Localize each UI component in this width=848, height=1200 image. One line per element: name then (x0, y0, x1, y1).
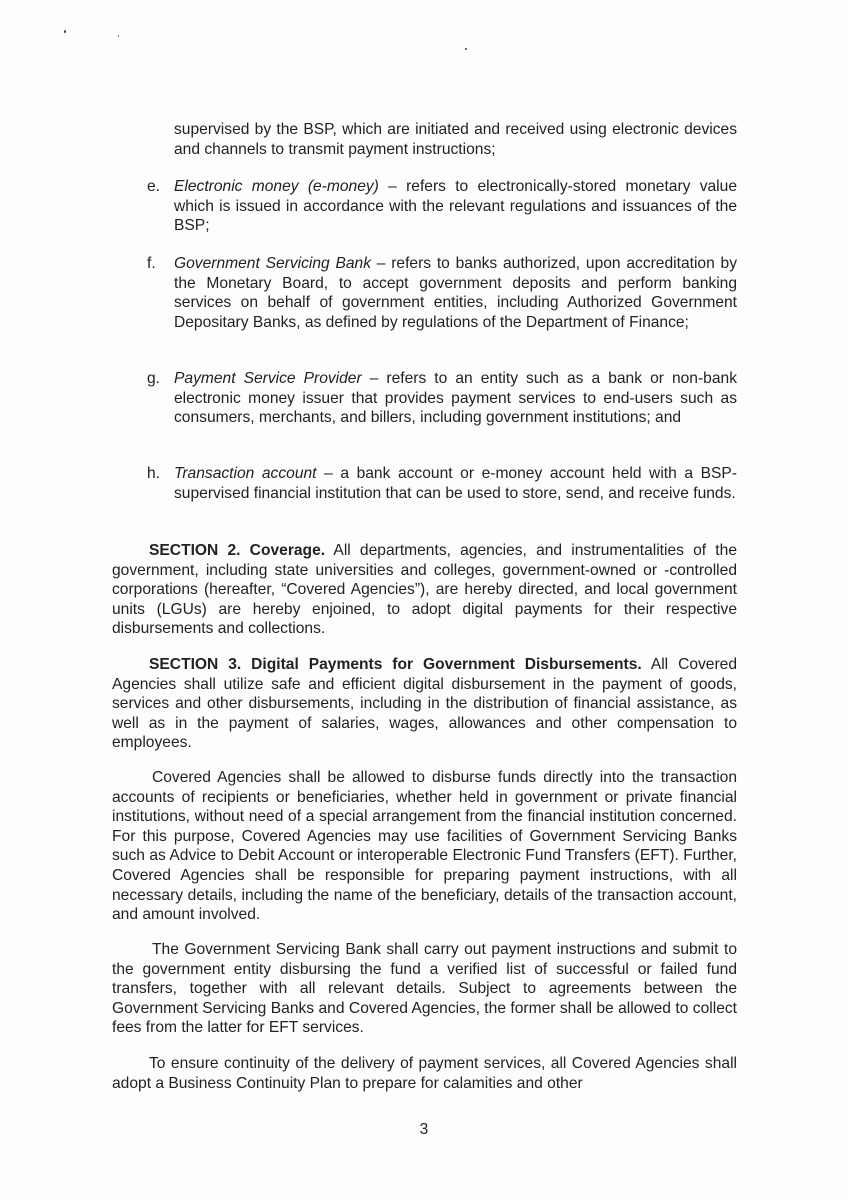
paragraph-text: Covered Agencies shall be allowed to disburse funds directly into the transaction accounts of recipients or beneficiaries, whether held in government or private financial institutions, without need of a special arrangement from the financial institution concerned. For this purpose, Covered Agencies may use facilities of Government Servicing Banks such as Advice to Debit Account or interoperable Electronic Fund Transfers (EFT). Further, Covered Agencies shall be responsible for preparing payment instructions, with all necessary details, including the name of the beneficiary, details of the transaction account, and amount involved. (112, 769, 737, 924)
section-heading: SECTION 2. Coverage. (149, 542, 326, 559)
definition-marker: e. (147, 178, 161, 195)
definition-item-g (147, 369, 737, 428)
section-2-coverage (112, 541, 737, 639)
definition-term: Transaction account (174, 465, 317, 482)
definition-text: – refers to electronically-stored monetary value which is issued in accordance with the relevant regulations and issuances of the BSP; (174, 178, 737, 235)
scan-speck (118, 35, 119, 37)
continuation-text: supervised by the BSP, which are initiated and received using electronic devices and channels to transmit payment instructions; (174, 121, 737, 158)
definition-term: Payment Service Provider (174, 370, 362, 387)
scan-speck (64, 30, 66, 33)
definition-item-h (147, 464, 737, 503)
definition-marker: f. (147, 255, 156, 272)
section-text: All departments, agencies, and instrumentalities of the government, including state universities and colleges, government-owned or -controlled corporations (hereafter, “Covered Agencies”), are hereby directed, and local government units (LGUs) are hereby enjoined, to adopt digital payments for their respective disbursements and collections. (112, 542, 737, 638)
definition-term: Government Servicing Bank (174, 255, 372, 272)
paragraph-text: The Government Servicing Bank shall carry out payment instructions and submit to the government entity disbursing the fund a verified list of successful or failed fund transfers, together with all relevant details. Subject to agreements between the Government Servicing Banks and Covered Agencies, the former shall be allowed to collect fees from the latter for EFT services. (112, 941, 737, 1037)
scan-speck (465, 48, 467, 50)
section-3-digital-payments (112, 655, 737, 753)
page-number: 3 (419, 1121, 429, 1138)
definition-item-e (147, 177, 737, 236)
definition-text: – refers to an entity such as a bank or non-bank electronic money issuer that provides payment services to end-users such as consumers, merchants, and billers, including government institutions; and (174, 370, 737, 427)
section-text: All Covered Agencies shall utilize safe and efficient digital disbursement in the payment of goods, services and other disbursements, including in the distribution of financial assistance, as well as in the payment of salaries, wages, allowances and other compensation to employees. (112, 656, 738, 752)
paragraph-servicing-bank (112, 940, 737, 1038)
paragraph-direct-disbursement (112, 768, 737, 925)
paragraph-business-continuity (112, 1054, 737, 1093)
section-heading: SECTION 3. Digital Payments for Government Disbursements. (149, 656, 642, 673)
definition-marker: g. (147, 370, 161, 387)
paragraph-text: To ensure continuity of the delivery of payment services, all Covered Agencies shall adopt a Business Continuity Plan to prepare for calamities and other (112, 1055, 737, 1092)
definition-marker: h. (147, 465, 161, 482)
definition-continuation (174, 120, 737, 159)
definition-term: Electronic money (e-money) (174, 178, 379, 195)
definition-item-f (147, 254, 737, 332)
definition-text: – refers to banks authorized, upon accreditation by the Monetary Board, to accept government deposits and perform banking services on behalf of government entities, including Authorized Government Depositary Banks, as defined by regulations of the Department of Finance; (174, 255, 737, 331)
definition-text: – a bank account or e-money account held with a BSP-supervised financial institution that can be used to store, send, and receive funds. (174, 465, 738, 502)
